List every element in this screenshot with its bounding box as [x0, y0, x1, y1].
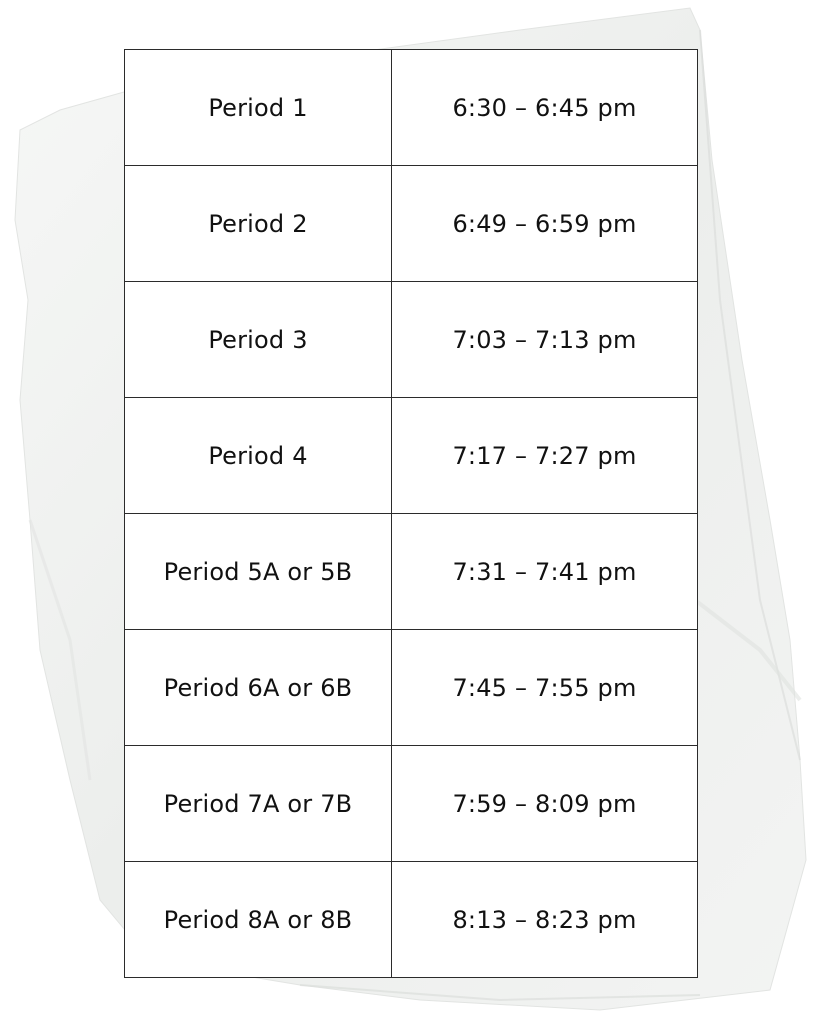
table-row	[125, 50, 698, 166]
table-row	[125, 630, 698, 746]
time-cell: 7:17 – 7:27 pm	[392, 398, 698, 514]
schedule-table	[124, 49, 698, 978]
period-cell: Period 1	[125, 50, 392, 166]
time-cell: 7:59 – 8:09 pm	[392, 746, 698, 862]
time-cell: 7:45 – 7:55 pm	[392, 630, 698, 746]
period-cell: Period 3	[125, 282, 392, 398]
period-cell: Period 7A or 7B	[125, 746, 392, 862]
table-row	[125, 166, 698, 282]
table-row	[125, 514, 698, 630]
period-cell: Period 5A or 5B	[125, 514, 392, 630]
time-cell: 7:03 – 7:13 pm	[392, 282, 698, 398]
period-cell: Period 8A or 8B	[125, 862, 392, 978]
time-cell: 6:49 – 6:59 pm	[392, 166, 698, 282]
table-row	[125, 862, 698, 978]
time-cell: 6:30 – 6:45 pm	[392, 50, 698, 166]
table-row	[125, 282, 698, 398]
table-row	[125, 746, 698, 862]
period-cell: Period 6A or 6B	[125, 630, 392, 746]
period-cell: Period 2	[125, 166, 392, 282]
time-cell: 7:31 – 7:41 pm	[392, 514, 698, 630]
period-cell: Period 4	[125, 398, 392, 514]
table-row	[125, 398, 698, 514]
time-cell: 8:13 – 8:23 pm	[392, 862, 698, 978]
